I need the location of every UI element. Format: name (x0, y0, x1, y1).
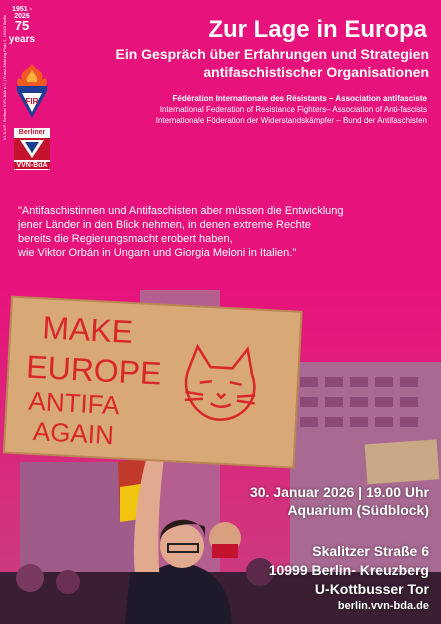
event-date-time: 30. Januar 2026 | 19.00 Uhr (249, 484, 429, 500)
anniversary-word: years (8, 34, 36, 45)
vvn-bda-label: VVN-BdA (14, 162, 50, 169)
page-title: Zur Lage in Europa (208, 16, 427, 43)
subtitle (89, 45, 429, 81)
sign-line: AGAIN (32, 415, 115, 451)
sign-line: ANTIFA (27, 385, 121, 421)
fir-logo-icon (12, 62, 52, 120)
federation-name-en: International Federation of Resistance Fighters– Association of Anti-fascists (159, 105, 427, 114)
subtitle-line: antifaschistischer Organisationen (203, 64, 429, 80)
website-link[interactable]: berlin.vvn-bda.de (337, 600, 429, 612)
quote-line: wie Viktor Orbán in Ungarn und Giorgia Meloni in Italien." (18, 247, 297, 259)
event-city: 10999 Berlin- Kreuzberg (268, 562, 429, 578)
subtitle-line: Ein Gespräch über Erfahrungen und Strategien (115, 46, 429, 62)
federation-name-fr: Fédération Internationale des Résistants – Association antifasciste (172, 94, 427, 103)
imprint-text: V.i.S.d.P.: Berliner VVN-BdA e.V. | Franz-Mehring-Platz 1, 10243 Berlin (2, 14, 7, 140)
sign-line: MAKE (41, 309, 134, 351)
event-venue: Aquarium (Südblock) (287, 502, 429, 518)
anniversary-years-range: 1951 - 2026 (12, 6, 32, 20)
sign-line: EUROPE (25, 348, 163, 392)
quote-block (18, 204, 434, 260)
berlin-label: Berliner (14, 129, 50, 136)
quote-line: "Antifaschistinnen und Antifaschisten aber müssen die Entwicklung (18, 205, 344, 217)
anniversary-number: 75 (14, 18, 30, 33)
quote-line: bereits die Regierungsmacht erobert haben, (18, 233, 233, 245)
quote-line: jener Länder in den Blick nehmen, in denen extreme Rechte (18, 219, 311, 231)
federation-name-de: Internationale Föderation der Widerstandskämpfer – Bund der Antifaschisten (155, 116, 427, 125)
event-street: Skalitzer Straße 6 (312, 543, 429, 559)
event-transit: U-Kottbusser Tor (314, 581, 429, 597)
svg-text:FIR: FIR (25, 97, 39, 106)
